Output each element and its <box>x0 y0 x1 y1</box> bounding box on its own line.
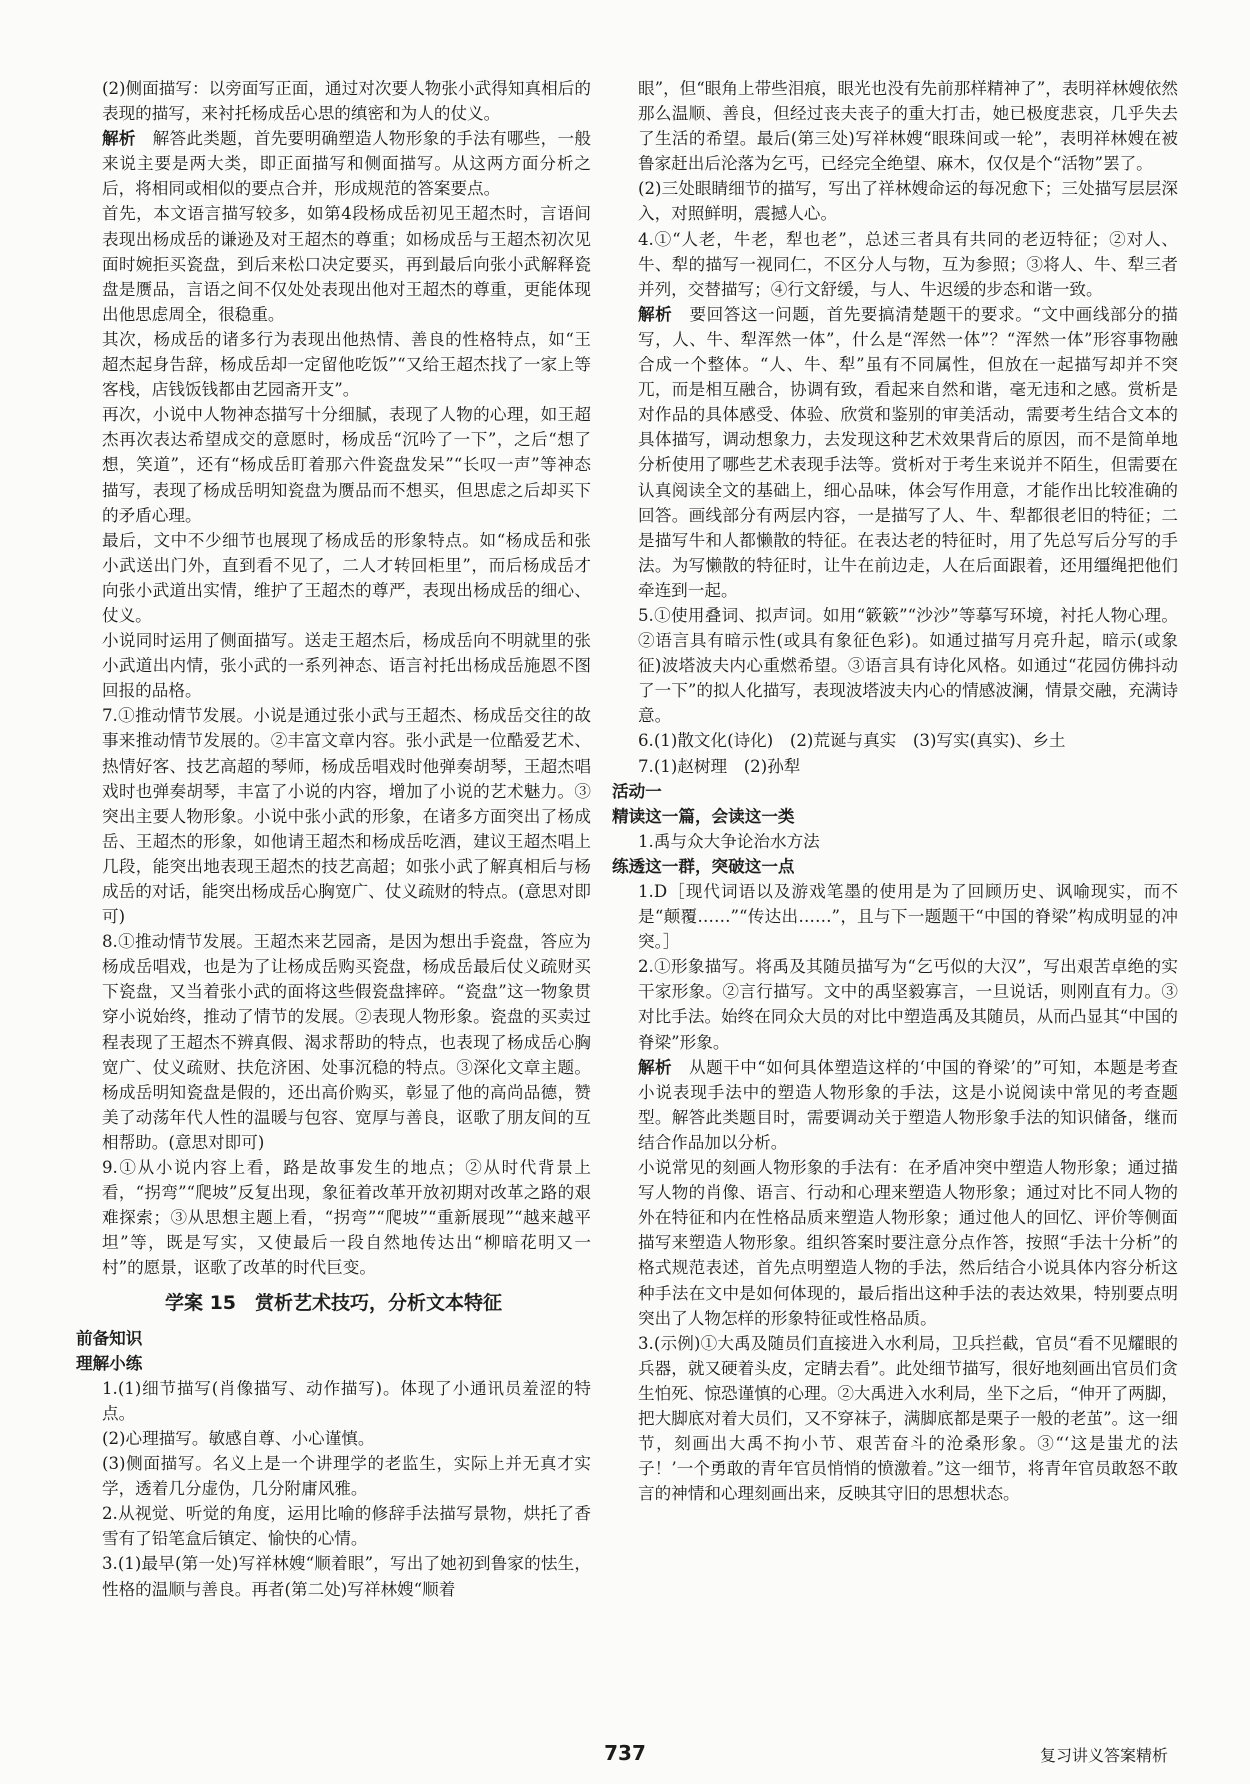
paragraph-text: 4.①“人老，牛老，犁也老”，总述三者具有共同的老迈特征；②对人、牛、犁的描写一视同仁，不区分人与物，互为参照；③将人、牛、犁三者并列，交替描写；④行文舒缓，与人、牛迟缓的步态和谐一致。 <box>638 229 1178 299</box>
answer-paragraph <box>76 929 591 1155</box>
paragraph-text: 2.①形象描写。将禹及其随员描写为“乞丐似的大汉”，写出艰苦卓绝的实干家形象。②言行描写。文中的禹坚毅寡言，一旦说话，则刚直有力。③对比手法。始终在同众大员的对比中塑造禹及其随员，从而凸显其“中国的脊梁”形象。 <box>638 957 1178 1052</box>
paragraph-text: 6.(1)散文化(诗化) (2)荒诞与真实 (3)写实(真实)、乡土 <box>638 731 1066 751</box>
paragraph-text: 从题干中“如何具体塑造这样的‘中国的脊梁’的”可知，本题是考查小说表现手法中的塑造人物形象的手法，这是小说阅读中常见的考查题型。解答此类题目时，需要调动关于塑造人物形象手法的知识储备，继而结合作品加以分析。 <box>638 1057 1178 1152</box>
section-title: 学案 15 赏析艺术技巧，分析文本特征 <box>164 1291 503 1314</box>
paragraph-text: 1.(1)细节描写(肖像描写、动作描写)。体现了小通讯员羞涩的特点。 <box>102 1378 591 1423</box>
answer-paragraph <box>612 1331 1178 1507</box>
answer-paragraph <box>76 528 591 628</box>
answer-paragraph <box>76 1501 591 1551</box>
answer-paragraph <box>76 402 591 527</box>
subheading: 活动一 <box>612 781 662 801</box>
paragraph-text: 解答此类题，首先要明确塑造人物形象的手法有哪些，一般来说主要是两大类，即正面描写和侧面描写。从这两方面分析之后，将相同或相似的要点合并，形成规范的答案要点。 <box>102 129 592 199</box>
paragraph-text: 7.①推动情节发展。小说是通过张小武与王超杰、杨成岳交往的故事来推动情节发展的。②丰富文章内容。张小武是一位酷爱艺术、热情好客、技艺高超的琴师，杨成岳唱戏时他弹奏胡琴，王超杰唱戏时也弹奏胡琴，丰富了小说的内容，增加了小说的艺术魅力。③突出主要人物形象。小说中张小武的形象，在诸多方面突出了杨成岳、王超杰的形象，如他请王超杰和杨成岳吃酒，建议王超杰唱上几段，能突出地表现王超杰的技艺高超；如张小武了解真相后与杨成岳的对话，能突出杨成岳心胸宽广、仗义疏财的特点。(意思对即可) <box>102 706 591 927</box>
paragraph-text: 眼”，但“眼角上带些泪痕，眼光也没有先前那样精神了”，表明祥林嫂依然那么温顺、善良，但经过丧夫丧子的重大打击，她已极度悲哀，几乎失去了生活的希望。最后(第三处)写祥林嫂“眼珠间或一轮”，表明祥林嫂在被鲁家赶出后沦落为乞丐，已经完全绝望、麻木，仅仅是个“活物”罢了。 <box>638 79 1178 174</box>
answer-paragraph <box>76 628 591 703</box>
paragraph-text: 9.①从小说内容上看，路是故事发生的地点；②从时代背景上看，“拐弯”“爬坡”反复出现，象征着改革开放初期对改革之路的艰难探索；③从思想主题上看，“拐弯”“爬坡”“重新展现”“越来越平坦”等，既是写实，又使最后一段自然地传达出“柳暗花明又一村”的愿景，讴歌了改革的时代巨变。 <box>102 1158 591 1278</box>
paragraph-text: (2)三处眼睛细节的描写，写出了祥林嫂命运的每况愈下；三处描写层层深入，对照鲜明，震撼人心。 <box>638 179 1178 224</box>
paragraph-text: 7.(1)赵树理 (2)孙犁 <box>638 756 801 776</box>
answer-paragraph <box>612 829 1178 854</box>
paragraph-text: (3)侧面描写。名义上是一个讲理学的老监生，实际上并无真才实学，透着几分虚伪，几分附庸风雅。 <box>102 1454 591 1499</box>
paragraph-text: 3.(1)最早(第一处)写祥林嫂“顺着眼”，写出了她初到鲁家的怯生，性格的温顺与善良。再者(第二处)写祥林嫂“顺着 <box>102 1554 591 1599</box>
paragraph-text: 要回答这一问题，首先要搞清楚题干的要求。“文中画线部分的描写，人、牛、犁浑然一体”，什么是“浑然一体”？“浑然一体”形容事物融合成一个整体。“人、牛、犁”虽有不同属性，但放在一起描写却并不突兀，而是相互融合，协调有致，看起来自然和谐，毫无违和之感。赏析是对作品的具体感受、体验、欣赏和鉴别的审美活动，需要考生结合文本的具体描写，调动想象力，去发现这种艺术效果背后的原因，而不是简单地分析使用了哪些艺术表现手法等。赏析对于考生来说并不陌生，但需要在认真阅读全文的基础上，细心品味，体会写作用意，才能作出比较准确的回答。画线部分有两层内容，一是描写了人、牛、犁都很老旧的特征；二是描写牛和人都懒散的特征。在表达老的特征时，用了先总写后分写的手法。为写懒散的特征时，让牛在前边走，人在后面跟着，还用缰绳把他们牵连到一起。 <box>638 304 1179 600</box>
analysis-label: 解析 <box>638 304 673 324</box>
paragraph-text: (2)心理描写。敏感自尊、小心谨慎。 <box>102 1428 375 1448</box>
paragraph-text: 小说常见的刻画人物形象的手法有：在矛盾冲突中塑造人物形象；通过描写人物的肖像、语言、行动和心理来塑造人物形象；通过对比不同人物的外在特征和内在性格品质来塑造人物形象；通过他人的回忆、评价等侧面描写来塑造人物形象。组织答案时要注意分点作答，按照“手法十分析”的格式规范表述，首先点明塑造人物的手法，然后结合小说具体内容分析这种手法在文中是如何体现的，最后指出这种手法的表达效果，特别要点明突出了人物怎样的形象特征或性格品质。 <box>638 1158 1178 1328</box>
answer-paragraph <box>76 1451 591 1501</box>
answer-paragraph <box>612 76 1178 176</box>
paragraph-text: 最后，文中不少细节也展现了杨成岳的形象特点。如“杨成岳和张小武送出门外，直到看不见了，二人才转回柜里”，而后杨成岳才向张小武道出实情，维护了王超杰的尊严，表现出杨成岳的细心、仗义。 <box>102 530 591 625</box>
answer-paragraph <box>76 1155 591 1280</box>
subheading: 理解小练 <box>76 1353 143 1373</box>
paragraph-text: 其次，杨成岳的诸多行为表现出他热情、善良的性格特点，如“王超杰起身告辞，杨成岳却一定留他吃饭”“又给王超杰找了一家上等客栈，店钱饭钱都由艺园斋开支”。 <box>102 329 591 400</box>
answer-paragraph <box>612 302 1178 603</box>
subheading: 前备知识 <box>76 1328 143 1348</box>
paragraph-text: 3.(示例)①大禹及随员们直接进入水利局，卫兵拦截，官员“看不见耀眼的兵器，就又硬着头皮，定睛去看”。此处细节描写，很好地刻画出官员们贪生怕死、惊恐谨慎的心理。②大禹进入水利局，坐下之后，“伸开了两脚，把大脚底对着大员们，又不穿袜子，满脚底都是栗子一般的老茧”。这一细节，刻画出大禹不拘小节、艰苦奋斗的沧桑形象。③“‘这是蚩尤的法子！’一个勇敢的青年官员悄悄的愤激着。”这一细节，将青年官员敢怒不敢言的神情和心理刻画出来，反映其守旧的思想状态。 <box>638 1333 1178 1504</box>
answer-paragraph <box>612 1155 1178 1331</box>
right-column <box>612 76 1178 1506</box>
answer-paragraph <box>612 603 1178 728</box>
answer-paragraph <box>612 954 1178 1054</box>
answer-paragraph <box>76 1551 591 1601</box>
paragraph-text: (2)侧面描写：以旁面写正面，通过对次要人物张小武得知真相后的表现的描写，来衬托杨成岳心思的缜密和为人的仗义。 <box>102 79 591 124</box>
answer-paragraph <box>76 327 591 402</box>
paragraph-text: 8.①推动情节发展。王超杰来艺园斋，是因为想出手瓷盘，答应为杨成岳唱戏，也是为了让杨成岳购买瓷盘，杨成岳最后仗义疏财买下瓷盘，又当着张小武的面将这些假瓷盘摔碎。“瓷盘”这一物象贯穿小说始终，推动了情节的发展。②表现人物形象。瓷盘的买卖过程表现了王超杰不辨真假、渴求帮助的特点，也表现了杨成岳心胸宽广、仗义疏财、扶危济困、处事沉稳的特点。③深化文章主题。杨成岳明知瓷盘是假的，还出高价购买，彰显了他的高尚品德，赞美了动荡年代人性的温暖与包容、宽厚与善良，讴歌了朋友间的互相帮助。(意思对即可) <box>102 932 591 1152</box>
answer-paragraph <box>76 1426 591 1451</box>
paragraph-text: 1.禹与众大争论治水方法 <box>638 831 820 851</box>
answer-paragraph <box>76 76 591 126</box>
paragraph-text: 再次，小说中人物神态描写十分细腻，表现了人物的心理，如王超杰再次表达希望成交的意愿时，杨成岳“沉吟了一下”，之后“想了想，笑道”，还有“杨成岳盯着那六件瓷盘发呆”“长叹一声”等神态描写，表现了杨成岳明知瓷盘为赝品而不想买，但思虑之后却买下的矛盾心理。 <box>102 405 591 525</box>
footer-caption: 复习讲义答案精析 <box>1039 1746 1168 1765</box>
paragraph-text: 5.①使用叠词、拟声词。如用“簌簌”“沙沙”等摹写环境，衬托人物心理。②语言具有暗示性(或具有象征色彩)。如通过描写月亮升起，暗示(或象征)波塔波夫内心重燃希望。③语言具有诗化风格。如通过“花园仿佛抖动了一下”的拟人化描写，表现波塔波夫内心的情感波澜，情景交融，充满诗意。 <box>638 605 1178 726</box>
answer-paragraph <box>76 1376 591 1426</box>
paragraph-text: 小说同时运用了侧面描写。送走王超杰后，杨成岳向不明就里的张小武道出内情，张小武的一系列神态、语言衬托出杨成岳施恩不图回报的品格。 <box>102 631 591 701</box>
answer-paragraph <box>612 879 1178 954</box>
answer-paragraph <box>76 703 591 929</box>
paragraph-text: 2.从视觉、听觉的角度，运用比喻的修辞手法描写景物，烘托了香雪有了铅笔盒后镇定、愉快的心情。 <box>102 1504 591 1549</box>
answer-paragraph <box>612 728 1178 753</box>
page-number: 737 <box>604 1741 646 1765</box>
answer-paragraph <box>612 176 1178 226</box>
analysis-label: 解析 <box>638 1057 673 1077</box>
answer-paragraph <box>612 1055 1178 1155</box>
answer-paragraph <box>76 201 591 326</box>
answer-paragraph <box>612 754 1178 779</box>
paragraph-text: 1.D［现代词语以及游戏笔墨的使用是为了回顾历史、讽喻现实，而不是“颠覆……”“传达出……”，且与下一题题干“中国的脊梁”构成明显的冲突。］ <box>638 882 1178 952</box>
answer-paragraph <box>76 126 591 201</box>
analysis-label: 解析 <box>102 129 136 149</box>
subheading: 精读这一篇，会读这一类 <box>612 806 795 826</box>
paragraph-text: 首先，本文语言描写较多，如第4段杨成岳初见王超杰时，言语间表现出杨成岳的谦逊及对王超杰的尊重；如杨成岳与王超杰初次见面时婉拒买瓷盘，到后来松口决定要买，再到最后向张小武解释瓷盘是赝品，言语之间不仅处处表现出他对王超杰的尊重，更能体现出他思虑周全，很稳重。 <box>102 204 591 324</box>
answer-paragraph <box>612 227 1178 302</box>
subheading: 练透这一群，突破这一点 <box>612 856 795 876</box>
left-column <box>76 76 591 1602</box>
